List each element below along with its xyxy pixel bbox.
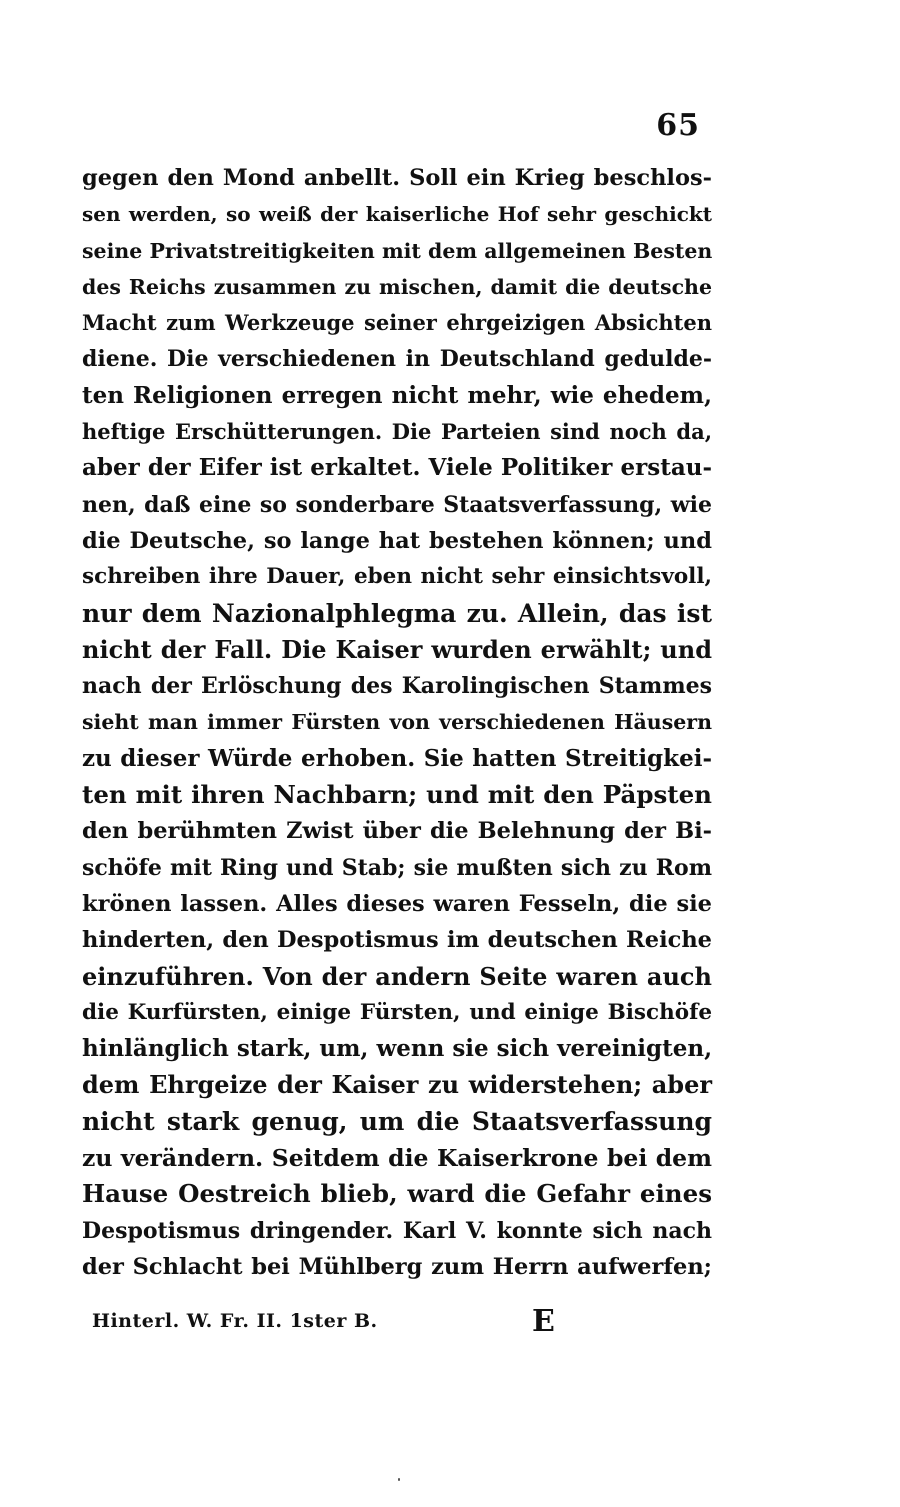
text-line: nach der Erlöschung des Karolingischen Stammes	[82, 673, 712, 700]
text-line: seine Privatstreitigkeiten mit dem allgemeinen Besten	[82, 238, 713, 263]
text-line: ten mit ihren Nachbarn; und mit den Päpsten	[82, 780, 712, 810]
text-line: des Reichs zusammen zu mischen, damit die deutsche	[82, 274, 712, 299]
text-line: Despotismus dringender. Karl V. konnte sich nach	[82, 1217, 712, 1244]
text-line: die Deutsche, so lange hat bestehen können; und	[82, 527, 712, 554]
text-line: nicht der Fall. Die Kaiser wurden erwählt; und	[82, 634, 712, 664]
text-line: einzuführen. Von der andern Seite waren auch	[82, 961, 712, 991]
text-line: zu dieser Würde erhoben. Sie hatten Streitigkei-	[82, 744, 712, 772]
text-line: ten Religionen erregen nicht mehr, wie ehedem,	[82, 381, 712, 409]
text-line: sieht man immer Fürsten von verschiedenen Häusern	[82, 710, 712, 735]
text-line: gegen den Mond anbellt. Soll ein Krieg beschlos-	[82, 165, 712, 191]
text-line: den berühmten Zwist über die Belehnung der Bi-	[82, 818, 712, 845]
text-line: hinderten, den Despotismus im deutschen Reiche	[82, 927, 712, 954]
catchword: E	[532, 1304, 555, 1339]
text-line: diene. Die verschiedenen in Deutschland geduldе-	[82, 346, 712, 373]
text-line: schöfe mit Ring und Stab; sie mußten sich zu Rom	[82, 854, 712, 881]
text-line: aber der Eifer ist erkaltet. Viele Politiker erstau-	[82, 454, 712, 482]
text-line: hinlänglich stark, um, wenn sie sich vereinigten,	[82, 1035, 713, 1063]
paper-speck	[398, 1478, 400, 1481]
text-line: nur dem Nazionalphlegma zu. Allein, das ist	[82, 598, 712, 628]
text-line: heftige Erschütterungen. Die Parteien sind noch da,	[82, 419, 712, 445]
printer-signature: Hinterl. W. Fr. II. 1ster B.	[92, 1310, 378, 1332]
text-line: Hause Oestreich blieb, ward die Gefahr eines	[82, 1179, 712, 1209]
text-line: sen werden, so weiß der kaiserliche Hof sehr geschickt	[82, 202, 712, 227]
text-line: dem Ehrgeize der Kaiser zu widerstehen; aber	[82, 1070, 712, 1100]
text-line: nen, daß eine so sonderbare Staatsverfassung, wie	[82, 491, 712, 518]
text-line: zu verändern. Seitdem die Kaiserkrone bei dem	[82, 1144, 712, 1173]
text-line: die Kurfürsten, einige Fürsten, und einige Bischöfe	[82, 999, 712, 1025]
text-line: Macht zum Werkzeuge seiner ehrgeizigen Absichten	[82, 310, 712, 336]
body-text	[82, 160, 712, 1285]
text-line: der Schlacht bei Mühlberg zum Herrn aufwerfen;	[82, 1253, 712, 1280]
text-line: krönen lassen. Alles dieses waren Fesseln, die sie	[82, 890, 712, 917]
page-number: 65	[656, 108, 700, 143]
text-line: schreiben ihre Dauer, eben nicht sehr einsichtsvoll,	[82, 564, 712, 590]
text-line: nicht stark genug, um die Staatsverfassung	[82, 1106, 712, 1136]
page-footer	[92, 1304, 712, 1346]
